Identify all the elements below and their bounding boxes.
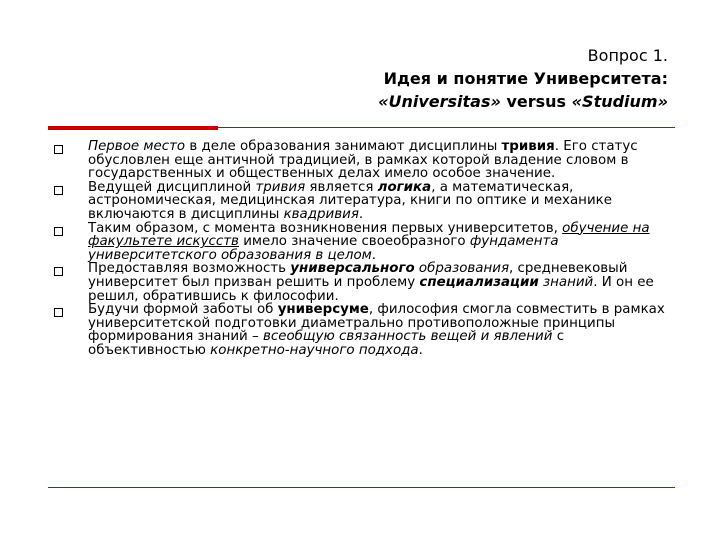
- bullet-text: тривия: [501, 139, 555, 154]
- bullet-text: в деле образования занимают дисциплины: [185, 139, 502, 154]
- slide-title: [108, 44, 668, 113]
- list-item: [40, 262, 680, 303]
- universitas-term: «Universitas»: [378, 92, 501, 111]
- top-divider-accent: [48, 126, 218, 130]
- bullet-text: .: [418, 342, 423, 358]
- question-number: Вопрос 1.: [587, 46, 668, 65]
- bullet-text: Будучи формой заботы об: [88, 302, 278, 318]
- studium-term: «Studium»: [571, 92, 668, 111]
- versus-word: versus: [500, 92, 572, 111]
- bullet-text: , средневековый университет был призван решить и проблему: [88, 261, 628, 290]
- bullet-text: обучение на факультете искусств: [88, 220, 650, 250]
- bullet-text: образования: [414, 261, 510, 277]
- list-item: [40, 303, 680, 357]
- bullet-text: Первое место: [88, 139, 186, 154]
- square-bullet-icon: [54, 267, 63, 276]
- list-item: [40, 181, 680, 222]
- bullet-text: логика: [377, 179, 432, 195]
- bullet-text: универсуме: [277, 302, 369, 318]
- bullet-text: имело значение своеобразного: [238, 234, 470, 250]
- list-item: [40, 222, 680, 263]
- bullet-text: Ведущей дисциплиной: [88, 179, 256, 195]
- bullet-text: тривия: [255, 179, 306, 195]
- bullet-text: . Его статус обусловлен еще античной традицией, в рамках которой владение словом в государственных и общественных делах имело особое значение.: [88, 139, 638, 182]
- bullet-text: всеобщую связанность вещей и явлений: [262, 329, 553, 345]
- bullet-text: квадривия: [283, 206, 359, 222]
- bullet-text: , а математическая, астрономическая, медицинская литература, книги по оптике и механике включаются в дисциплины: [88, 179, 612, 222]
- bullet-text: знаний: [538, 274, 594, 290]
- bullet-text: является: [305, 179, 378, 195]
- square-bullet-icon: [54, 227, 63, 236]
- bullet-text: . И он ее решил, обратившись к философии.: [88, 274, 654, 304]
- bullet-text: , философия смогла совместить в рамках университетской подготовки диаметрально противоположные принципы формирования знаний –: [88, 302, 665, 345]
- square-bullet-icon: [54, 186, 63, 195]
- bullet-text: Таким образом, с момента возникновения первых университетов,: [88, 220, 563, 236]
- bullet-text: Предоставляя возможность: [88, 261, 291, 277]
- bullet-list: [40, 140, 680, 358]
- bullet-text: с объективностью: [88, 329, 565, 358]
- bullet-text: специализации: [419, 274, 539, 290]
- square-bullet-icon: [54, 145, 63, 154]
- bullet-text: .: [371, 247, 376, 263]
- bullet-text: .: [358, 206, 364, 222]
- list-item: [40, 140, 680, 181]
- bullet-text: фундамента университетского образования в целом: [88, 234, 559, 263]
- top-divider: [48, 126, 675, 130]
- bullet-text: универсального: [290, 261, 415, 277]
- bullet-text: конкретно-научного подхода: [210, 342, 419, 358]
- bottom-divider: [48, 487, 675, 488]
- topic-heading: Идея и понятие Университета:: [383, 69, 668, 88]
- square-bullet-icon: [54, 308, 63, 317]
- topic-subheading: [108, 90, 668, 113]
